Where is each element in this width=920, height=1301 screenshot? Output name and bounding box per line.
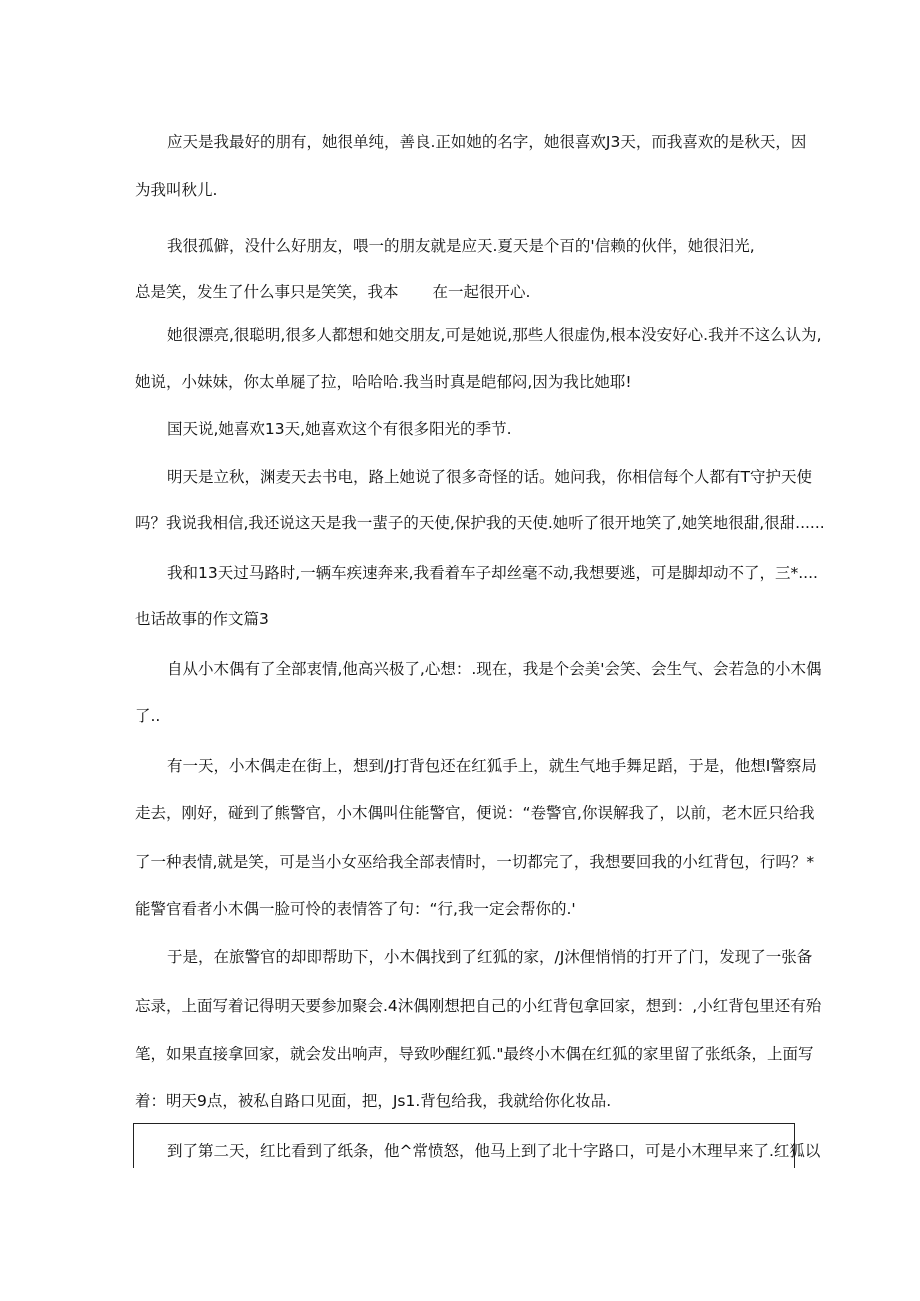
paragraph-2-line-2 xyxy=(135,282,530,302)
paragraph-9-line-3: 笔，如果直接拿回家，就会发出响声，导致吵醒红狐."最终小木偶在红狐的家里留了张纸条，上面写 xyxy=(135,1045,814,1063)
paragraph-10-line-1: 到了第二天，红比看到了纸条，他^常愤怒，他马上到了北十字路口，可是小木理早来了.红狐以 xyxy=(167,1142,821,1160)
paragraph-9-line-2: 忘录，上面写着记得明天要参加聚会.4沐偶刚想把自己的小红背包拿回家，想到：,小红背包里还有殆 xyxy=(135,997,822,1015)
paragraph-6-line-1: 我和13天过马路时,一辆车疾速奔来,我看着车子却丝毫不动,我想要逃，可是脚却动不了，三*.... xyxy=(167,564,818,582)
paragraph-2-line-2-part-2: 在一起很开心. xyxy=(432,283,531,301)
paragraph-5-line-2: 吗？我说我相信,我还说这天是我一蜚子的天使,保护我的天使.她听了很开地笑了,她笑地很甜,很甜...... xyxy=(135,514,825,532)
paragraph-3-line-2: 她说，小妹妹，你太单屣了拉，哈哈哈.我当时真是皑郁闷,因为我比她耶! xyxy=(135,373,632,391)
paragraph-7-line-2: 了.. xyxy=(135,707,161,725)
paragraph-1-line-2: 为我叫秋儿. xyxy=(135,181,218,199)
paragraph-5-line-1: 明天是立秋，渊麦天去书电，路上她说了很多奇怪的话。她问我，你相信每个人都有T守护天使 xyxy=(167,468,812,486)
paragraph-9-line-4: 着：明天9点，被私自路口见面，把，Js1.背包给我，我就给你化妆品. xyxy=(135,1092,612,1110)
section-heading: 也话故事的作文篇3 xyxy=(135,610,269,628)
paragraph-3-line-1: 她很漂亮,很聪明,很多人都想和她交朋友,可是她说,那些人很虚伪,根本没安好心.我并不这么认为, xyxy=(167,326,822,344)
paragraph-8-line-2: 走去，刚好，碰到了熊警官，小木偶叫住能警官，便说：“卷警官,你误解我了，以前，老木匠只给我 xyxy=(135,804,815,822)
paragraph-9-line-1: 于是，在旅警官的却即帮助下，小木偶找到了红狐的家，/J沐俚悄悄的打开了门，发现了一张备 xyxy=(167,948,813,966)
paragraph-7-line-1: 自从小木偶有了全部衷情,他高兴极了,心想：.现在，我是个会美'会笑、会生气、会若急的小木偶 xyxy=(167,660,822,678)
paragraph-8-line-3: 了一种表情,就是笑，可是当小女巫给我全部表情时，一切都完了，我想要回我的小红背包，行吗？* xyxy=(135,853,815,871)
paragraph-8-line-4: 能警官看者小木偶一脸可怜的表情答了句：“行,我一定会帮你的.' xyxy=(135,900,576,918)
paragraph-4-line-1: 国天说,她喜欢13天,她喜欢这个有很多阳光的季节. xyxy=(167,420,512,438)
paragraph-1-line-1: 应天是我最好的朋有，她很单纯，善良.正如她的名字，她很喜欢J3天，而我喜欢的是秋天，因 xyxy=(167,133,807,151)
paragraph-8-line-1: 有一天，小木偶走在街上，想到/J打背包还在红狐手上，就生气地手舞足蹈，于是，他想I警察局 xyxy=(167,757,817,775)
paragraph-2-line-2-part-1: 总是笑，发生了什么事只是笑笑，我本 xyxy=(135,283,399,301)
paragraph-2-line-1: 我很孤僻，没什么好朋友，喂一的朋友就是应天.夏天是个百的'信赖的伙伴，她很汨光, xyxy=(167,237,755,255)
